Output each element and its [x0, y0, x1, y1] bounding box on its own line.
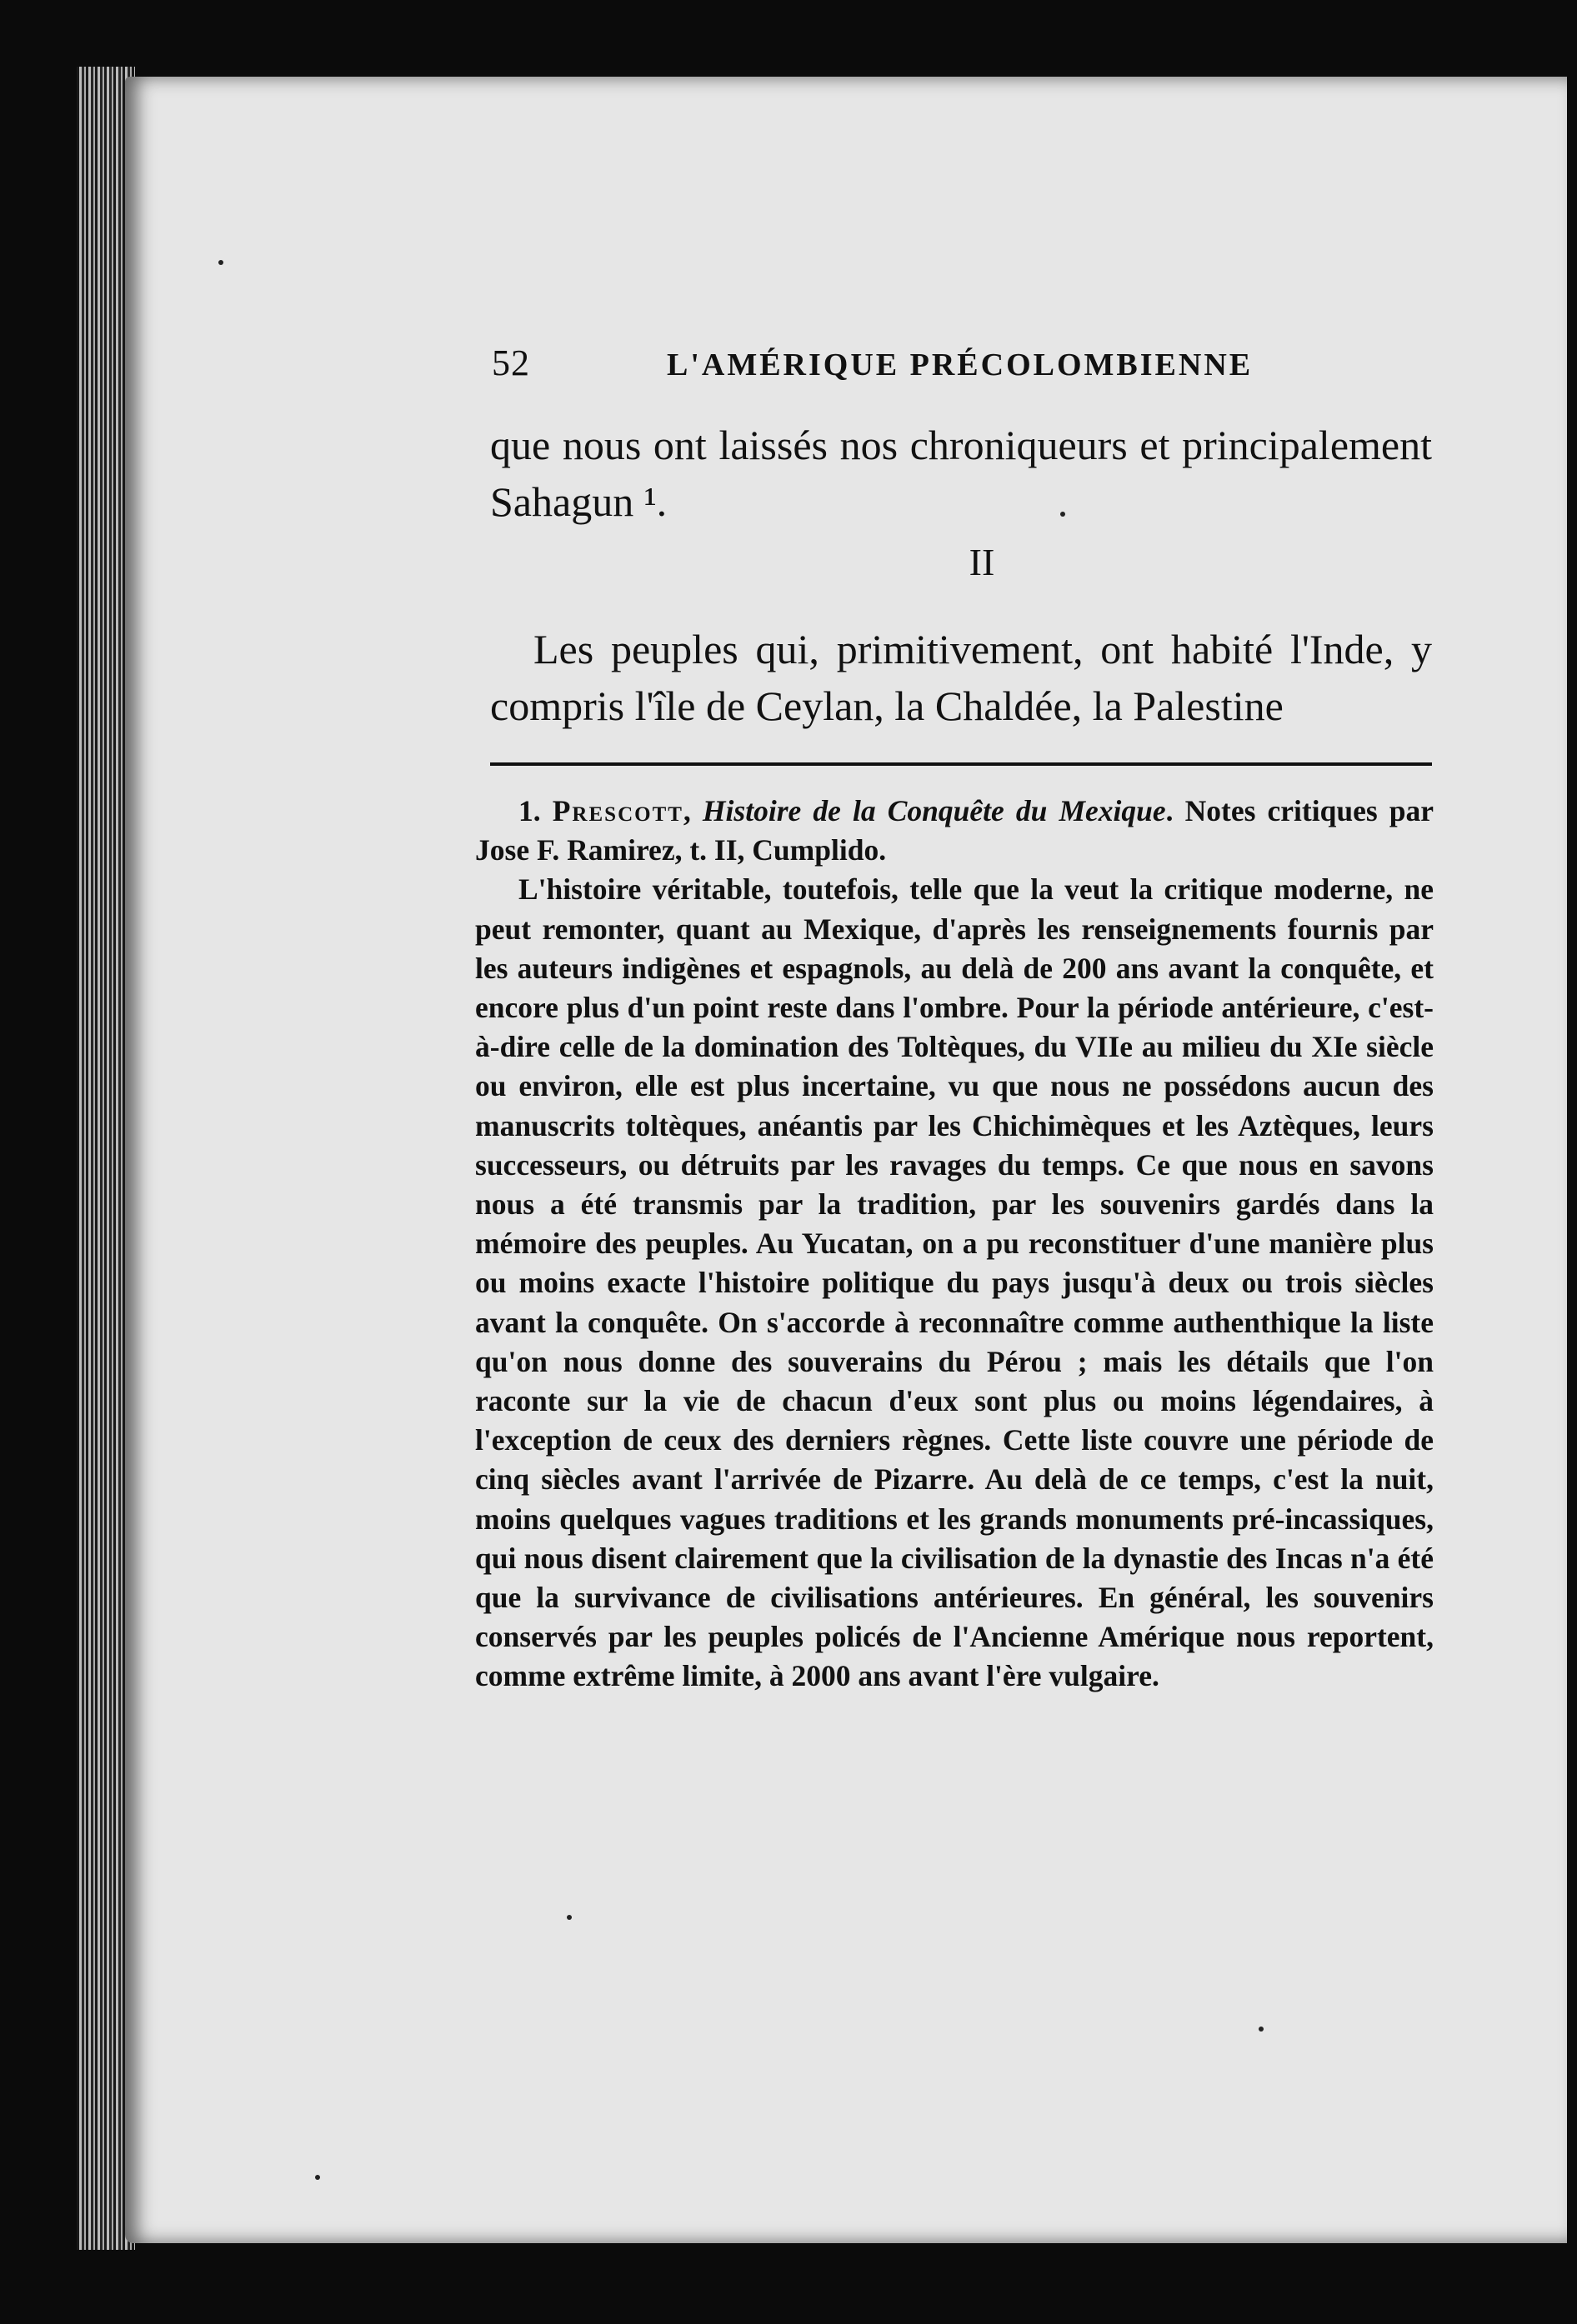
footnote-book-title: Histoire de la Conquête du Mexique	[702, 794, 1166, 827]
page-header	[492, 342, 1434, 384]
footnote-notes: . Notes critiques par Jose F. Ramirez, t. II, Cumplido.	[475, 794, 1434, 867]
speck-mark	[1259, 2027, 1264, 2032]
paragraph-continued: que nous ont laissés nos chroniqueurs et principalement Sahagun ¹.	[490, 422, 1432, 525]
speck-mark	[1060, 512, 1065, 517]
section-heading: II	[969, 541, 995, 583]
page-number: 52	[492, 342, 530, 383]
speck-mark	[567, 1915, 572, 1920]
footnote-rule	[490, 762, 1432, 766]
body-text	[490, 417, 1432, 530]
footnote-author: Prescott	[552, 794, 683, 827]
speck-mark	[218, 260, 223, 265]
paragraph-section-ii: Les peuples qui, primitivement, ont habité l'Inde, y compris l'île de Ceylan, la Chaldée, la Palestine	[490, 626, 1432, 729]
footnote-marker: 1.	[518, 794, 553, 827]
speck-mark	[315, 2175, 320, 2180]
running-head: L'AMÉRIQUE PRÉCOLOMBIENNE	[667, 347, 1254, 382]
footnote-block	[475, 792, 1434, 1697]
footnote-separator: ,	[683, 794, 703, 827]
footnote-citation	[475, 792, 1434, 870]
footnote-paragraph: L'histoire véritable, toutefois, telle que la veut la critique moderne, ne peut remonter, quant au Mexique, d'après les renseignements fournis par les auteurs indigènes et espagnols, au delà de 200 ans avant la conquête, et encore plus d'un point reste dans l'ombre. Pour la période antérieure, c'est-à-dire celle de la domination des Toltèques, du VIIe au milieu du XIe siècle ou environ, elle est plus incertaine, vu que nous ne possédons aucun des manuscrits toltèques, anéantis par les Chichimèques et les Aztèques, leurs successeurs, ou détruits par les ravages du temps. Ce que nous en savons nous a été transmis par la tradition, par les souvenirs gardés dans la mémoire des peuples. Au Yucatan, on a pu reconstituer d'une manière plus ou moins exacte l'histoire politique du pays jusqu'à deux ou trois siècles avant la conquête. On s'accorde à reconnaître comme authenthique la liste qu'on nous donne des souverains du Pérou ; mais les détails que l'on raconte sur la vie de chacun d'eux sont plus ou moins légendaires, à l'exception de ceux des derniers règnes. Cette liste couvre une période de cinq siècles avant l'arrivée de Pizarre. Au delà de ce temps, c'est la nuit, moins quelques vagues traditions et les grands monuments pré-incassiques, qui nous disent clairement que la civilisation de la dynastie des Incas n'a été que la survivance de civilisations antérieures. En général, les souvenirs conservés par les peuples policés de l'Ancienne Amérique nous reportent, comme extrême limite, à 2000 ans avant l'ère vulgaire.	[475, 872, 1434, 1693]
